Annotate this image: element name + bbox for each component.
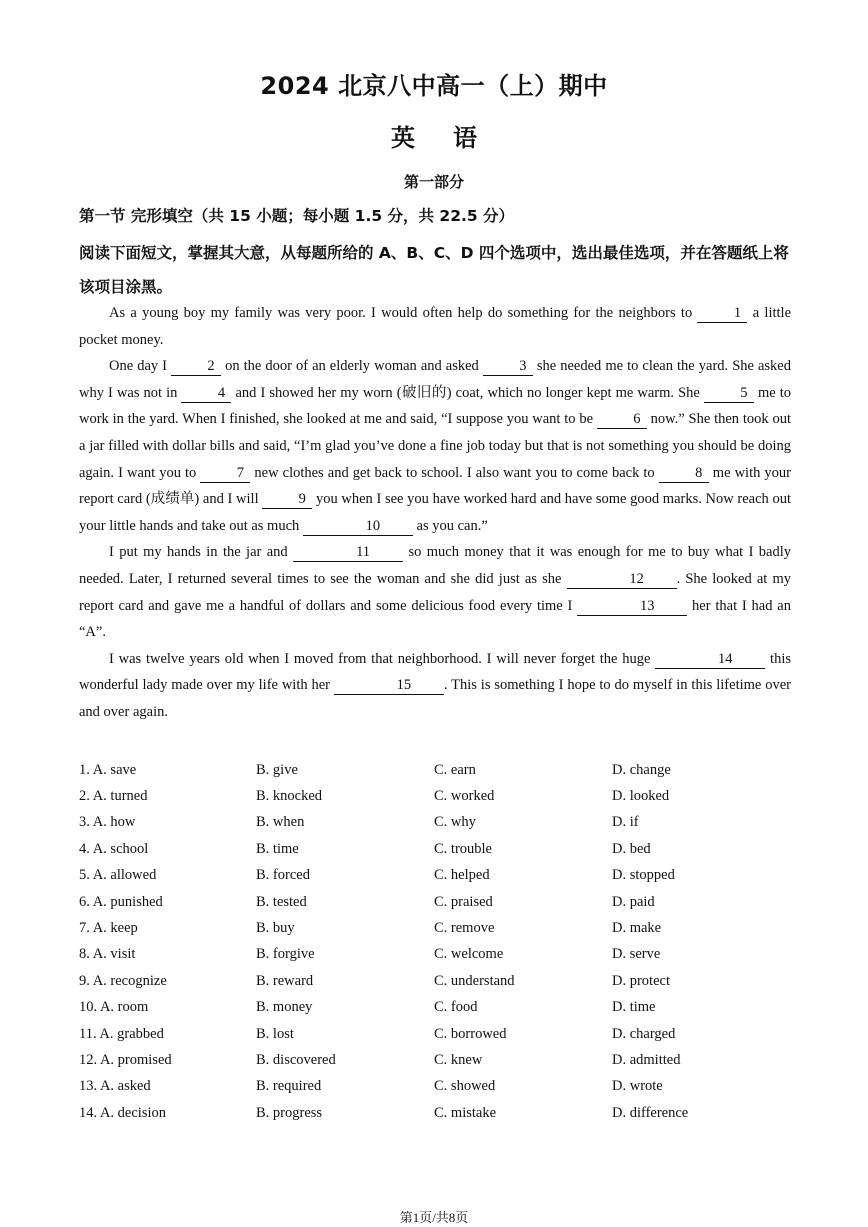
option-c: C. borrowed xyxy=(434,1025,507,1042)
cloze-blank: 10 xyxy=(303,517,413,536)
option-a: 4. A. school xyxy=(79,840,149,857)
answer-options xyxy=(79,757,791,1126)
passage-text: and I showed her my worn (破旧的) coat, which no longer kept me warm. She xyxy=(231,384,704,401)
option-d: D. protect xyxy=(612,972,670,989)
option-c: C. food xyxy=(434,999,478,1016)
option-d: D. bed xyxy=(612,840,651,857)
option-b: B. buy xyxy=(256,920,295,937)
option-d: D. admitted xyxy=(612,1051,681,1068)
option-row xyxy=(79,783,791,809)
exam-title: 2024 北京八中高一（上）期中 xyxy=(260,72,608,100)
option-c: C. showed xyxy=(434,1078,496,1095)
cloze-blank: 11 xyxy=(293,543,403,562)
option-d: D. looked xyxy=(612,788,670,805)
option-a: 7. A. keep xyxy=(79,920,138,937)
cloze-blank: 8 xyxy=(659,464,709,483)
passage-text: One day I xyxy=(109,358,172,375)
part-heading: 第一部分 xyxy=(403,173,464,191)
passage-text: I put my hands in the jar and xyxy=(109,544,294,561)
cloze-blank: 6 xyxy=(597,410,647,429)
option-b: B. progress xyxy=(256,1104,323,1121)
option-d: D. make xyxy=(612,920,662,937)
option-c: C. worked xyxy=(434,788,495,805)
option-d: D. difference xyxy=(612,1104,689,1121)
passage-paragraph xyxy=(79,353,791,539)
option-c: C. earn xyxy=(434,761,476,778)
option-b: B. give xyxy=(256,761,298,778)
option-d: D. serve xyxy=(612,946,661,963)
cloze-blank: 12 xyxy=(567,570,677,589)
option-row xyxy=(79,757,791,783)
option-b: B. discovered xyxy=(256,1051,336,1068)
passage-text: so much money that it was enough for me to buy what I badly needed. Later, I returned several times to see the woman and she did just as she xyxy=(79,544,791,587)
passage-text: she needed me to clean the yard. She asked why I was not in xyxy=(79,358,791,401)
option-row xyxy=(79,915,791,941)
passage-paragraph xyxy=(79,300,791,353)
option-d: D. time xyxy=(612,999,656,1016)
option-b: B. forced xyxy=(256,867,310,884)
section-heading: 第一节 完形填空（共 15 小题；每小题 1.5 分，共 22.5 分） xyxy=(79,207,515,225)
option-d: D. stopped xyxy=(612,867,675,884)
option-c: C. praised xyxy=(434,893,493,910)
option-b: B. knocked xyxy=(256,788,323,805)
subject-heading: 英语 xyxy=(391,124,515,152)
option-b: B. forgive xyxy=(256,946,315,963)
cloze-blank: 7 xyxy=(200,464,250,483)
passage-text: her that I had an “A”. xyxy=(79,597,791,641)
passage-text: this wonderful lady made over my life with her xyxy=(79,650,792,694)
option-d: D. wrote xyxy=(612,1078,663,1095)
passage-text: me with your report card (成绩单) and I will xyxy=(79,464,791,508)
option-row xyxy=(79,968,791,994)
option-row xyxy=(79,889,791,915)
passage-text: a little pocket money. xyxy=(79,305,792,348)
option-b: B. reward xyxy=(256,972,314,989)
cloze-blank: 14 xyxy=(655,650,765,669)
option-d: D. if xyxy=(612,814,639,831)
option-c: C. remove xyxy=(434,920,495,937)
option-a: 10. A. room xyxy=(79,999,149,1016)
option-c: C. mistake xyxy=(434,1104,497,1121)
option-c: C. knew xyxy=(434,1051,483,1068)
option-a: 14. A. decision xyxy=(79,1104,166,1121)
option-d: D. paid xyxy=(612,893,655,910)
option-a: 13. A. asked xyxy=(79,1078,151,1095)
cloze-blank: 15 xyxy=(334,676,444,695)
option-b: B. lost xyxy=(256,1025,294,1042)
option-d: D. charged xyxy=(612,1025,676,1042)
passage-text: I was twelve years old when I moved from that neighborhood. I will never forget the huge xyxy=(109,650,656,667)
cloze-blank: 13 xyxy=(577,597,687,616)
option-c: C. trouble xyxy=(434,840,492,857)
option-a: 9. A. recognize xyxy=(79,972,167,989)
passage-text: you when I see you have worked hard and have some good marks. Now reach out your little hands and take out as much xyxy=(79,491,791,534)
passage-text: as you can.” xyxy=(412,517,488,534)
option-a: 12. A. promised xyxy=(79,1051,172,1068)
cloze-blank: 1 xyxy=(697,304,747,323)
option-row xyxy=(79,1100,791,1126)
option-a: 3. A. how xyxy=(79,814,136,831)
passage-text: me to work in the yard. When I finished, she looked at me and said, “I suppose you want to be xyxy=(79,384,791,428)
cloze-blank: 3 xyxy=(483,357,533,376)
option-c: C. helped xyxy=(434,867,490,884)
option-a: 8. A. visit xyxy=(79,946,136,963)
passage-paragraph xyxy=(79,646,791,726)
option-d: D. change xyxy=(612,761,671,778)
option-c: C. welcome xyxy=(434,946,504,963)
passage-text: now.” She then took out a jar filled with dollar bills and said, “I’m glad you’ve done a fine job today but that is not something you should be doing again. I want you to xyxy=(79,411,791,481)
cloze-blank: 2 xyxy=(171,357,221,376)
option-row xyxy=(79,810,791,836)
option-a: 5. A. allowed xyxy=(79,867,157,884)
cloze-blank: 5 xyxy=(704,384,754,403)
cloze-passage xyxy=(79,300,791,726)
option-a: 6. A. punished xyxy=(79,893,163,910)
option-c: C. why xyxy=(434,814,476,831)
option-row xyxy=(79,836,791,862)
passage-text: As a young boy my family was very poor. I would often help do something for the neighbors to xyxy=(109,305,698,321)
option-row xyxy=(79,995,791,1021)
passage-text: . She looked at my report card and gave me a handful of dollars and some delicious food every time I xyxy=(79,570,791,614)
passage-paragraph xyxy=(79,539,791,645)
option-a: 2. A. turned xyxy=(79,788,148,805)
cloze-blank: 4 xyxy=(181,384,231,403)
instructions: 阅读下面短文，掌握其大意，从每题所给的 A、B、C、D 四个选项中，选出最佳选项，并在答题纸上将该项目涂黑。 xyxy=(79,244,789,296)
cloze-blank: 9 xyxy=(262,490,312,509)
passage-text: new clothes and get back to school. I also want you to come back to xyxy=(250,464,659,481)
option-row xyxy=(79,1047,791,1073)
option-b: B. when xyxy=(256,814,305,831)
option-row xyxy=(79,1021,791,1047)
option-row xyxy=(79,863,791,889)
page-number: 第1页/共8页 xyxy=(399,1210,469,1225)
option-c: C. understand xyxy=(434,972,515,989)
option-a: 1. A. save xyxy=(79,761,137,778)
option-a: 11. A. grabbed xyxy=(79,1025,164,1042)
option-b: B. time xyxy=(256,840,299,857)
option-b: B. money xyxy=(256,999,313,1016)
passage-text: . This is something I hope to do myself in this lifetime over and over again. xyxy=(79,677,791,720)
passage-text: on the door of an elderly woman and asked xyxy=(221,358,483,375)
option-b: B. tested xyxy=(256,893,307,910)
option-b: B. required xyxy=(256,1078,322,1095)
option-row xyxy=(79,1074,791,1100)
option-row xyxy=(79,942,791,968)
